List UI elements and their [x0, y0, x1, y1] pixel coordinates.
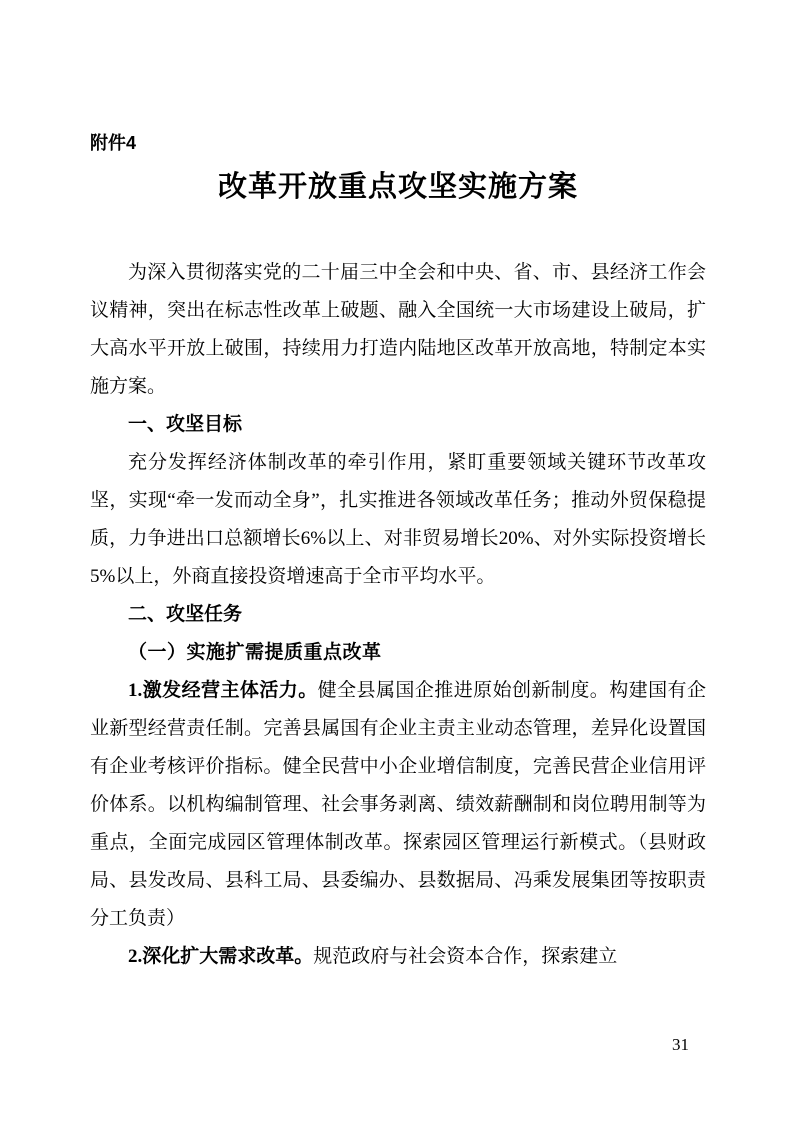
paragraph-lead-text: 二、攻坚任务 [128, 604, 243, 625]
paragraph [90, 444, 706, 596]
paragraph [90, 938, 706, 976]
paragraph-text: 规范政府与社会资本合作，探索建立 [313, 946, 618, 967]
paragraph-text: 充分发挥经济体制改革的牵引作用，紧盯重要领域关键环节改革攻坚，实现“牵一发而动全身”，扎实推进各领域改革任务；推动外贸保稳提质，力争进出口总额增长6%以上、对非贸易增长20%、对外实际投资增长5%以上，外商直接投资增速高于全市平均水平。 [90, 452, 706, 587]
page-number: 31 [672, 1035, 689, 1054]
document-title: 改革开放重点攻坚实施方案 [217, 171, 578, 203]
paragraph-lead-text: 1.激发经营主体活力。 [128, 680, 318, 701]
paragraph-lead-text: 一、攻坚目标 [128, 414, 243, 435]
paragraph [90, 596, 706, 634]
paragraph-lead-text: 2.深化扩大需求改革。 [128, 946, 314, 967]
paragraph-text: 为深入贯彻落实党的二十届三中全会和中央、省、市、县经济工作会议精神，突出在标志性改革上破题、融入全国统一大市场建设上破局，扩大高水平开放上破围，持续用力打造内陆地区改革开放高地，特制定本实施方案。 [90, 262, 706, 397]
document-content [90, 130, 706, 976]
paragraph-lead-text: （一）实施扩需提质重点改革 [128, 642, 382, 663]
paragraph-text: 健全县属国企推进原始创新制度。构建国有企业新型经营责任制。完善县属国有企业主责主业动态管理，差异化设置国有企业考核评价指标。健全民营中小企业增信制度，完善民营企业信用评价体系。以机构编制管理、社会事务剥离、绩效薪酬制和岗位聘用制等为重点，全面完成园区管理体制改革。探索园区管理运行新模式。（县财政局、县发改局、县科工局、县委编办、县数据局、冯乘发展集团等按职责分工负责） [90, 680, 706, 929]
paragraph [90, 254, 706, 406]
paragraph [90, 406, 706, 444]
paragraph [90, 672, 706, 938]
paragraph [90, 634, 706, 672]
document-body [90, 254, 706, 976]
attachment-label: 附件4 [90, 133, 137, 153]
